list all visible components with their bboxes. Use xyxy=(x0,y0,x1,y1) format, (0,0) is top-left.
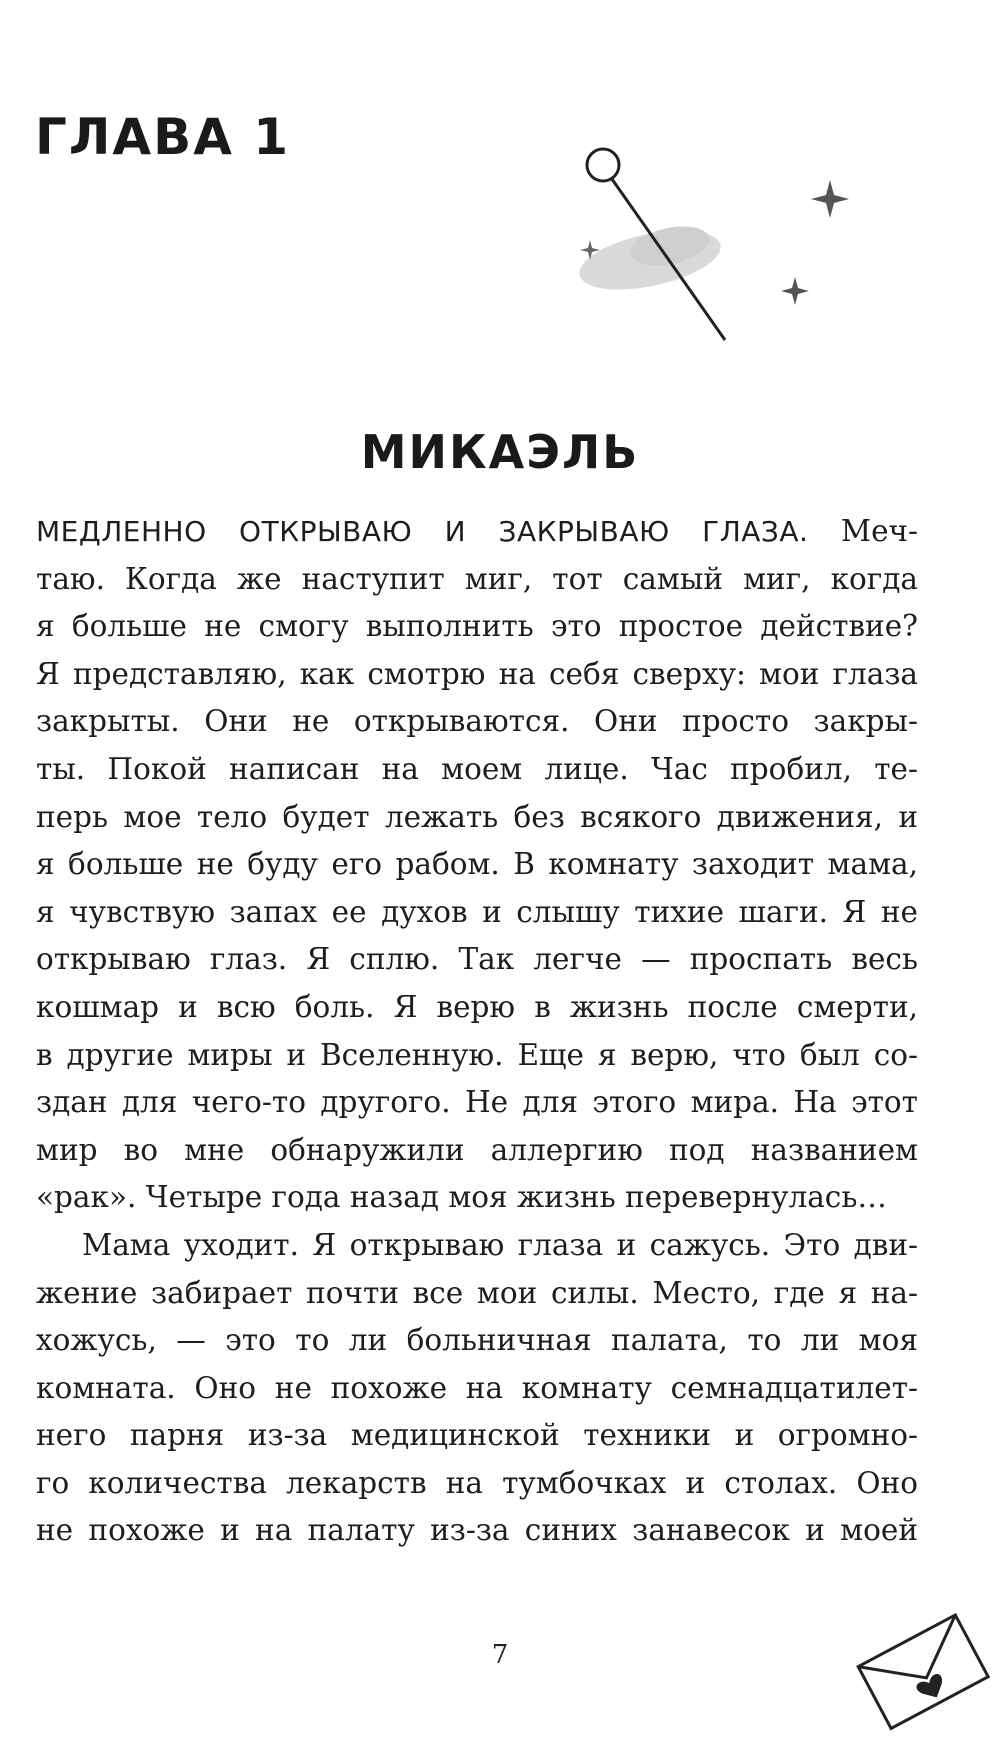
envelope-heart-icon xyxy=(845,1600,995,1740)
text-fragment: Меч- xyxy=(840,514,918,548)
text-line: я чувствую запах ее духов и слышу тихие шаги. Я не xyxy=(36,894,918,929)
text-line xyxy=(36,508,918,556)
text-line: таю. Когда же наступит миг, тот самый миг, когда xyxy=(36,561,918,596)
text-line: него парня из-за медицинской техники и огромно- xyxy=(36,1418,918,1453)
text-line: Я представляю, как смотрю на себя сверху: мои глаза xyxy=(36,656,918,691)
chapter-title: МИКАЭЛЬ xyxy=(360,425,640,479)
text-line: жение забирает почти все мои силы. Место, где я на- xyxy=(36,1275,918,1310)
text-line: мир во мне обнаружили аллергию под названием xyxy=(36,1132,918,1167)
chapter-label: ГЛАВА 1 xyxy=(35,108,291,166)
text-line: «рак». Четыре года назад моя жизнь перевернулась… xyxy=(36,1180,887,1215)
text-line: в другие миры и Вселенную. Еще я верю, что был со- xyxy=(36,1037,918,1072)
text-line: перь мое тело будет лежать без всякого движения, и xyxy=(36,799,918,834)
page-number: 7 xyxy=(491,1640,509,1670)
text-line: кошмар и всю боль. Я верю в жизнь после смерти, xyxy=(36,989,918,1024)
text-line: го количества лекарств на тумбочках и столах. Оно xyxy=(36,1465,918,1500)
text-line: ты. Покой написан на моем лице. Час пробил, те- xyxy=(36,751,918,786)
text-line: Мама уходит. Я открываю глаза и сажусь. Это дви- xyxy=(82,1227,918,1262)
text-line: не похоже и на палату из-за синих занавесок и моей xyxy=(36,1513,918,1548)
text-line: комната. Оно не похоже на комнату семнадцатилет- xyxy=(36,1370,918,1405)
chapter-body xyxy=(36,508,918,1555)
pin-with-sparkles-icon xyxy=(575,140,875,380)
text-line: я больше не смогу выполнить это простое действие? xyxy=(36,609,918,644)
text-line: здан для чего-то другого. Не для этого мира. На этот xyxy=(36,1085,918,1120)
text-line: закрыты. Они не открываются. Они просто закры- xyxy=(36,704,918,739)
text-line: хожусь, — это то ли больничная палата, то ли моя xyxy=(36,1323,918,1358)
text-line: открываю глаз. Я сплю. Так легче — проспать весь xyxy=(36,942,918,977)
text-line: я больше не буду его рабом. В комнату заходит мама, xyxy=(36,847,918,882)
lead-caps: МЕДЛЕННО ОТКРЫВАЮ И ЗАКРЫВАЮ ГЛАЗА. xyxy=(36,515,809,548)
